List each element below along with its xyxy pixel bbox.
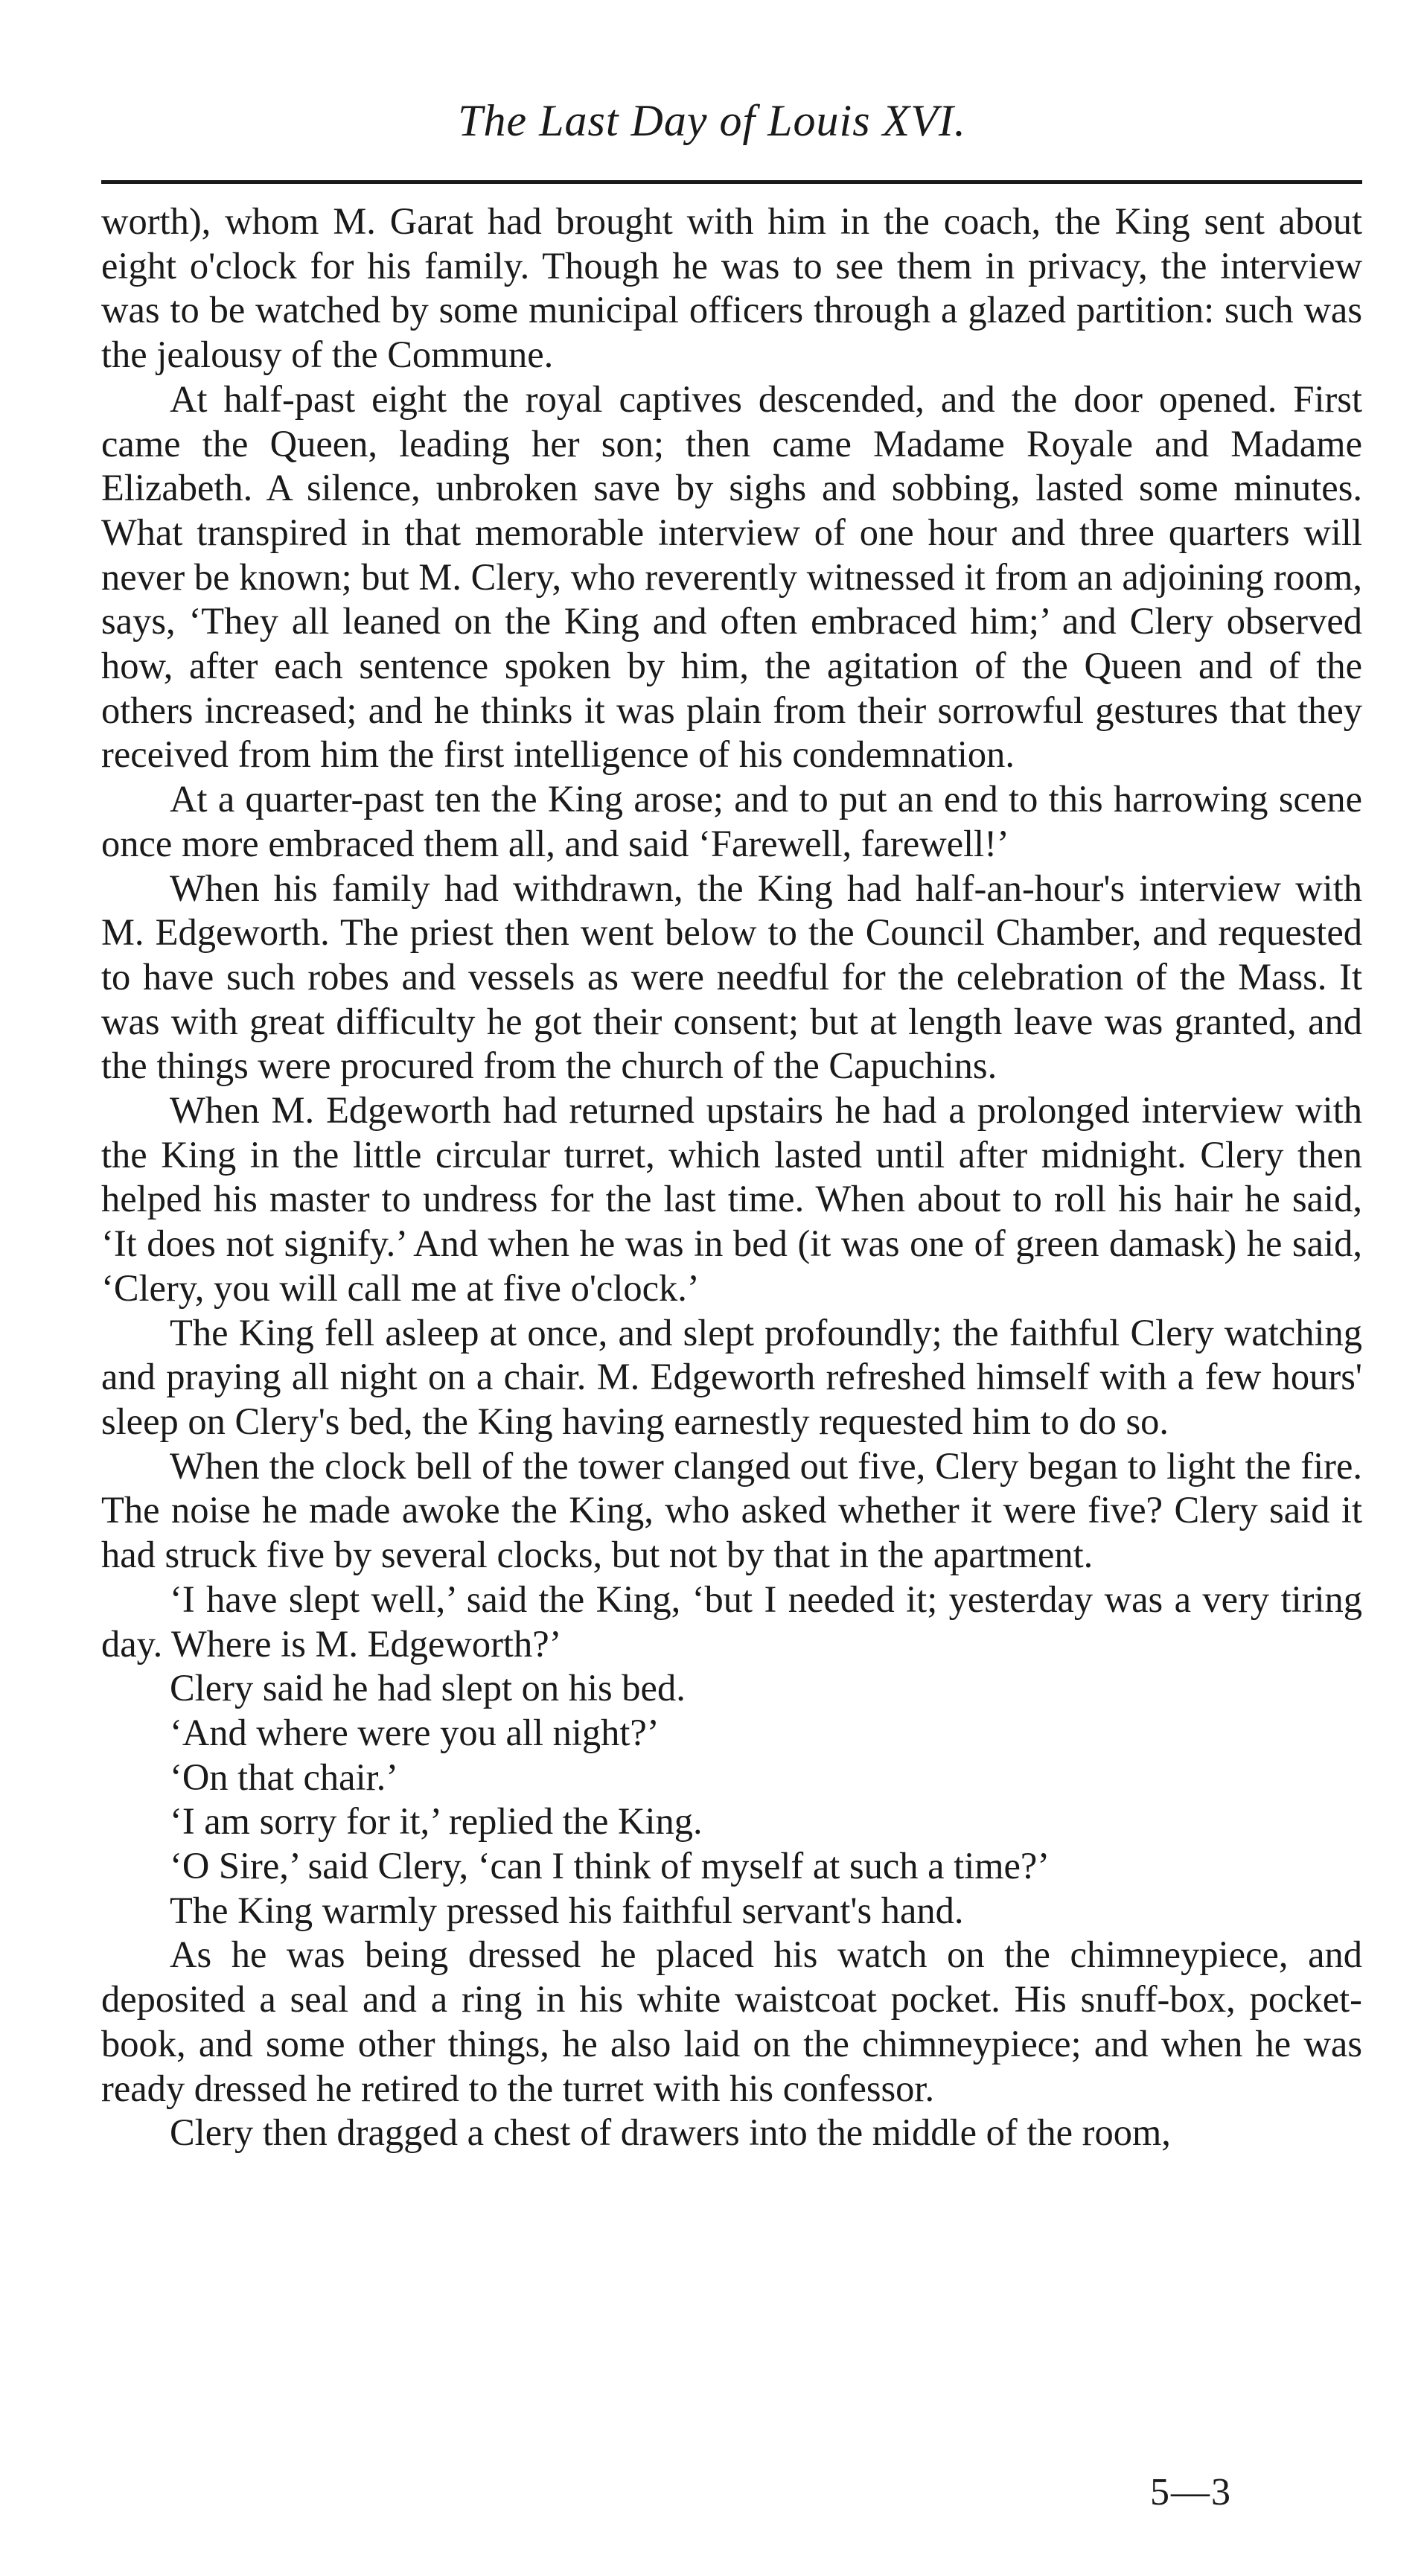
paragraph: When M. Edgeworth had returned upstairs he had a prolonged interview with the King in the little circular turret, which lasted until after midnight. Clery then helped his master to undress for the last time. When about to roll his hair he said, ‘It does not signify.’ And when he was in bed (it was one of green damask) he said, ‘Clery, you will call me at five o'clock.’ (101, 1089, 1362, 1309)
body-text (101, 200, 1362, 2155)
paragraph: When his family had withdrawn, the King had half-an-hour's interview with M. Edgeworth. The priest then went below to the Council Chamber, and requested to have such robes and vessels as were needful for the celebration of the Mass. It was with great difficulty he got their consent; but at length leave was granted, and the things were procured from the church of the Capuchins. (101, 867, 1362, 1087)
paragraph: ‘I have slept well,’ said the King, ‘but I needed it; yesterday was a very tiring day. Where is M. Edgeworth?’ (101, 1578, 1362, 1665)
paragraph: Clery said he had slept on his bed. (170, 1667, 686, 1709)
paragraph: When the clock bell of the tower clanged out five, Clery began to light the fire. The noise he made awoke the King, who asked whether it were five? Clery said it had struck five by several clocks, but not by that in the apartment. (101, 1444, 1362, 1576)
paragraph: The King warmly pressed his faithful servant's hand. (170, 1889, 964, 1931)
paragraph: ‘On that chair.’ (170, 1756, 399, 1798)
running-title: The Last Day of Louis XVI. (458, 96, 966, 145)
paragraph: As he was being dressed he placed his watch on the chimneypiece, and deposited a seal and a ring in his white waistcoat pocket. His snuff-box, pocket-book, and some other things, he also laid on the chimneypiece; and when he was ready dressed he retired to the turret with his confessor. (101, 1933, 1362, 2109)
paragraph: Clery then dragged a chest of drawers into the middle of the room, (170, 2111, 1171, 2154)
signature-mark: 5—3 (1150, 2471, 1232, 2513)
paragraph: ‘O Sire,’ said Clery, ‘can I think of myself at such a time?’ (170, 1845, 1050, 1887)
paragraph: worth), whom M. Garat had brought with him in the coach, the King sent about eight o'clock for his family. Though he was to see them in privacy, the interview was to be watched by some municipal officers through a glazed partition: such was the jealousy of the Commune. (101, 200, 1362, 376)
paragraph: ‘I am sorry for it,’ replied the King. (170, 1800, 703, 1843)
paragraph: At half-past eight the royal captives descended, and the door opened. First came the Queen, leading her son; then came Madame Royale and Madame Elizabeth. A silence, unbroken save by sighs and sobbing, lasted some minutes. What transpired in that memorable interview of one hour and three quarters will never be known; but M. Clery, who reverently witnessed it from an adjoining room, says, ‘They all leaned on the King and often embraced him;’ and Clery observed how, after each sentence spoken by him, the agitation of the Queen and of the others increased; and he thinks it was plain from their sorrowful gestures that they received from him the first intelligence of his condemnation. (101, 377, 1362, 776)
header-rule (101, 180, 1362, 184)
paragraph: The King fell asleep at once, and slept profoundly; the faithful Clery watching and praying all night on a chair. M. Edgeworth refreshed himself with a few hours' sleep on Clery's bed, the King having earnestly requested him to do so. (101, 1311, 1362, 1442)
paragraph: At a quarter-past ten the King arose; and to put an end to this harrowing scene once more embraced them all, and said ‘Farewell, farewell!’ (101, 778, 1362, 864)
paragraph: ‘And where were you all night?’ (170, 1711, 660, 1753)
